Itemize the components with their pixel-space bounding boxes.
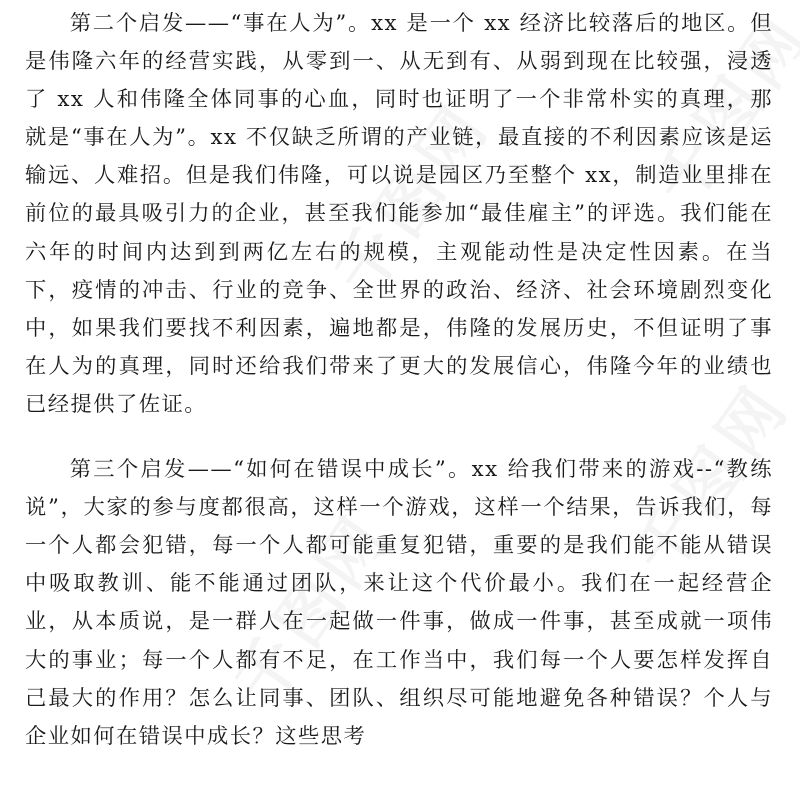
- paragraph-second-insight: 第二个启发——“事在人为”。xx 是一个 xx 经济比较落后的地区。但是伟隆六年的经营实践，从零到一、从无到有、从弱到现在比较强，浸透了 xx 人和伟隆全体同事的心血，同时也证明了一个非常朴实的真理，那就是“事在人为”。xx 不仅缺乏所谓的产业链，最直接的不利因素应该是运输远、人难招。但是我们伟隆，可以说是园区乃至整个 xx，制造业里排在前位的最具吸引力的企业，甚至我们能参加“最佳雇主”的评选。我们能在六年的时间内达到到两亿左右的规模，主观能动性是决定性因素。在当下，疫情的冲击、行业的竞争、全世界的政治、经济、社会环境剧烈变化中，如果我们要找不利因素，遍地都是，伟隆的发展历史，不但证明了事在人为的真理，同时还给我们带来了更大的发展信心，伟隆今年的业绩也已经提供了佐证。: [25, 11, 773, 417]
- document-page: [25, 5, 773, 756]
- paragraph-third-insight: 第三个启发——“如何在错误中成长”。xx 给我们带来的游戏--“教练说”，大家的参与度都很高，这样一个游戏，这样一个结果，告诉我们，每一个人都会犯错，每一个人都可能重复犯错，重要的是我们能不能从错误中吸取教训、能不能通过团队，来让这个代价最小。我们在一起经营企业，从本质说，是一群人在一起做一件事，做成一件事，甚至成就一项伟大的事业；每一个人都有不足，在工作当中，我们每一个人要怎样发挥自己最大的作用？怎么让同事、团队、组织尽可能地避免各种错误？个人与企业如何在错误中成长？这些思考: [25, 457, 773, 749]
